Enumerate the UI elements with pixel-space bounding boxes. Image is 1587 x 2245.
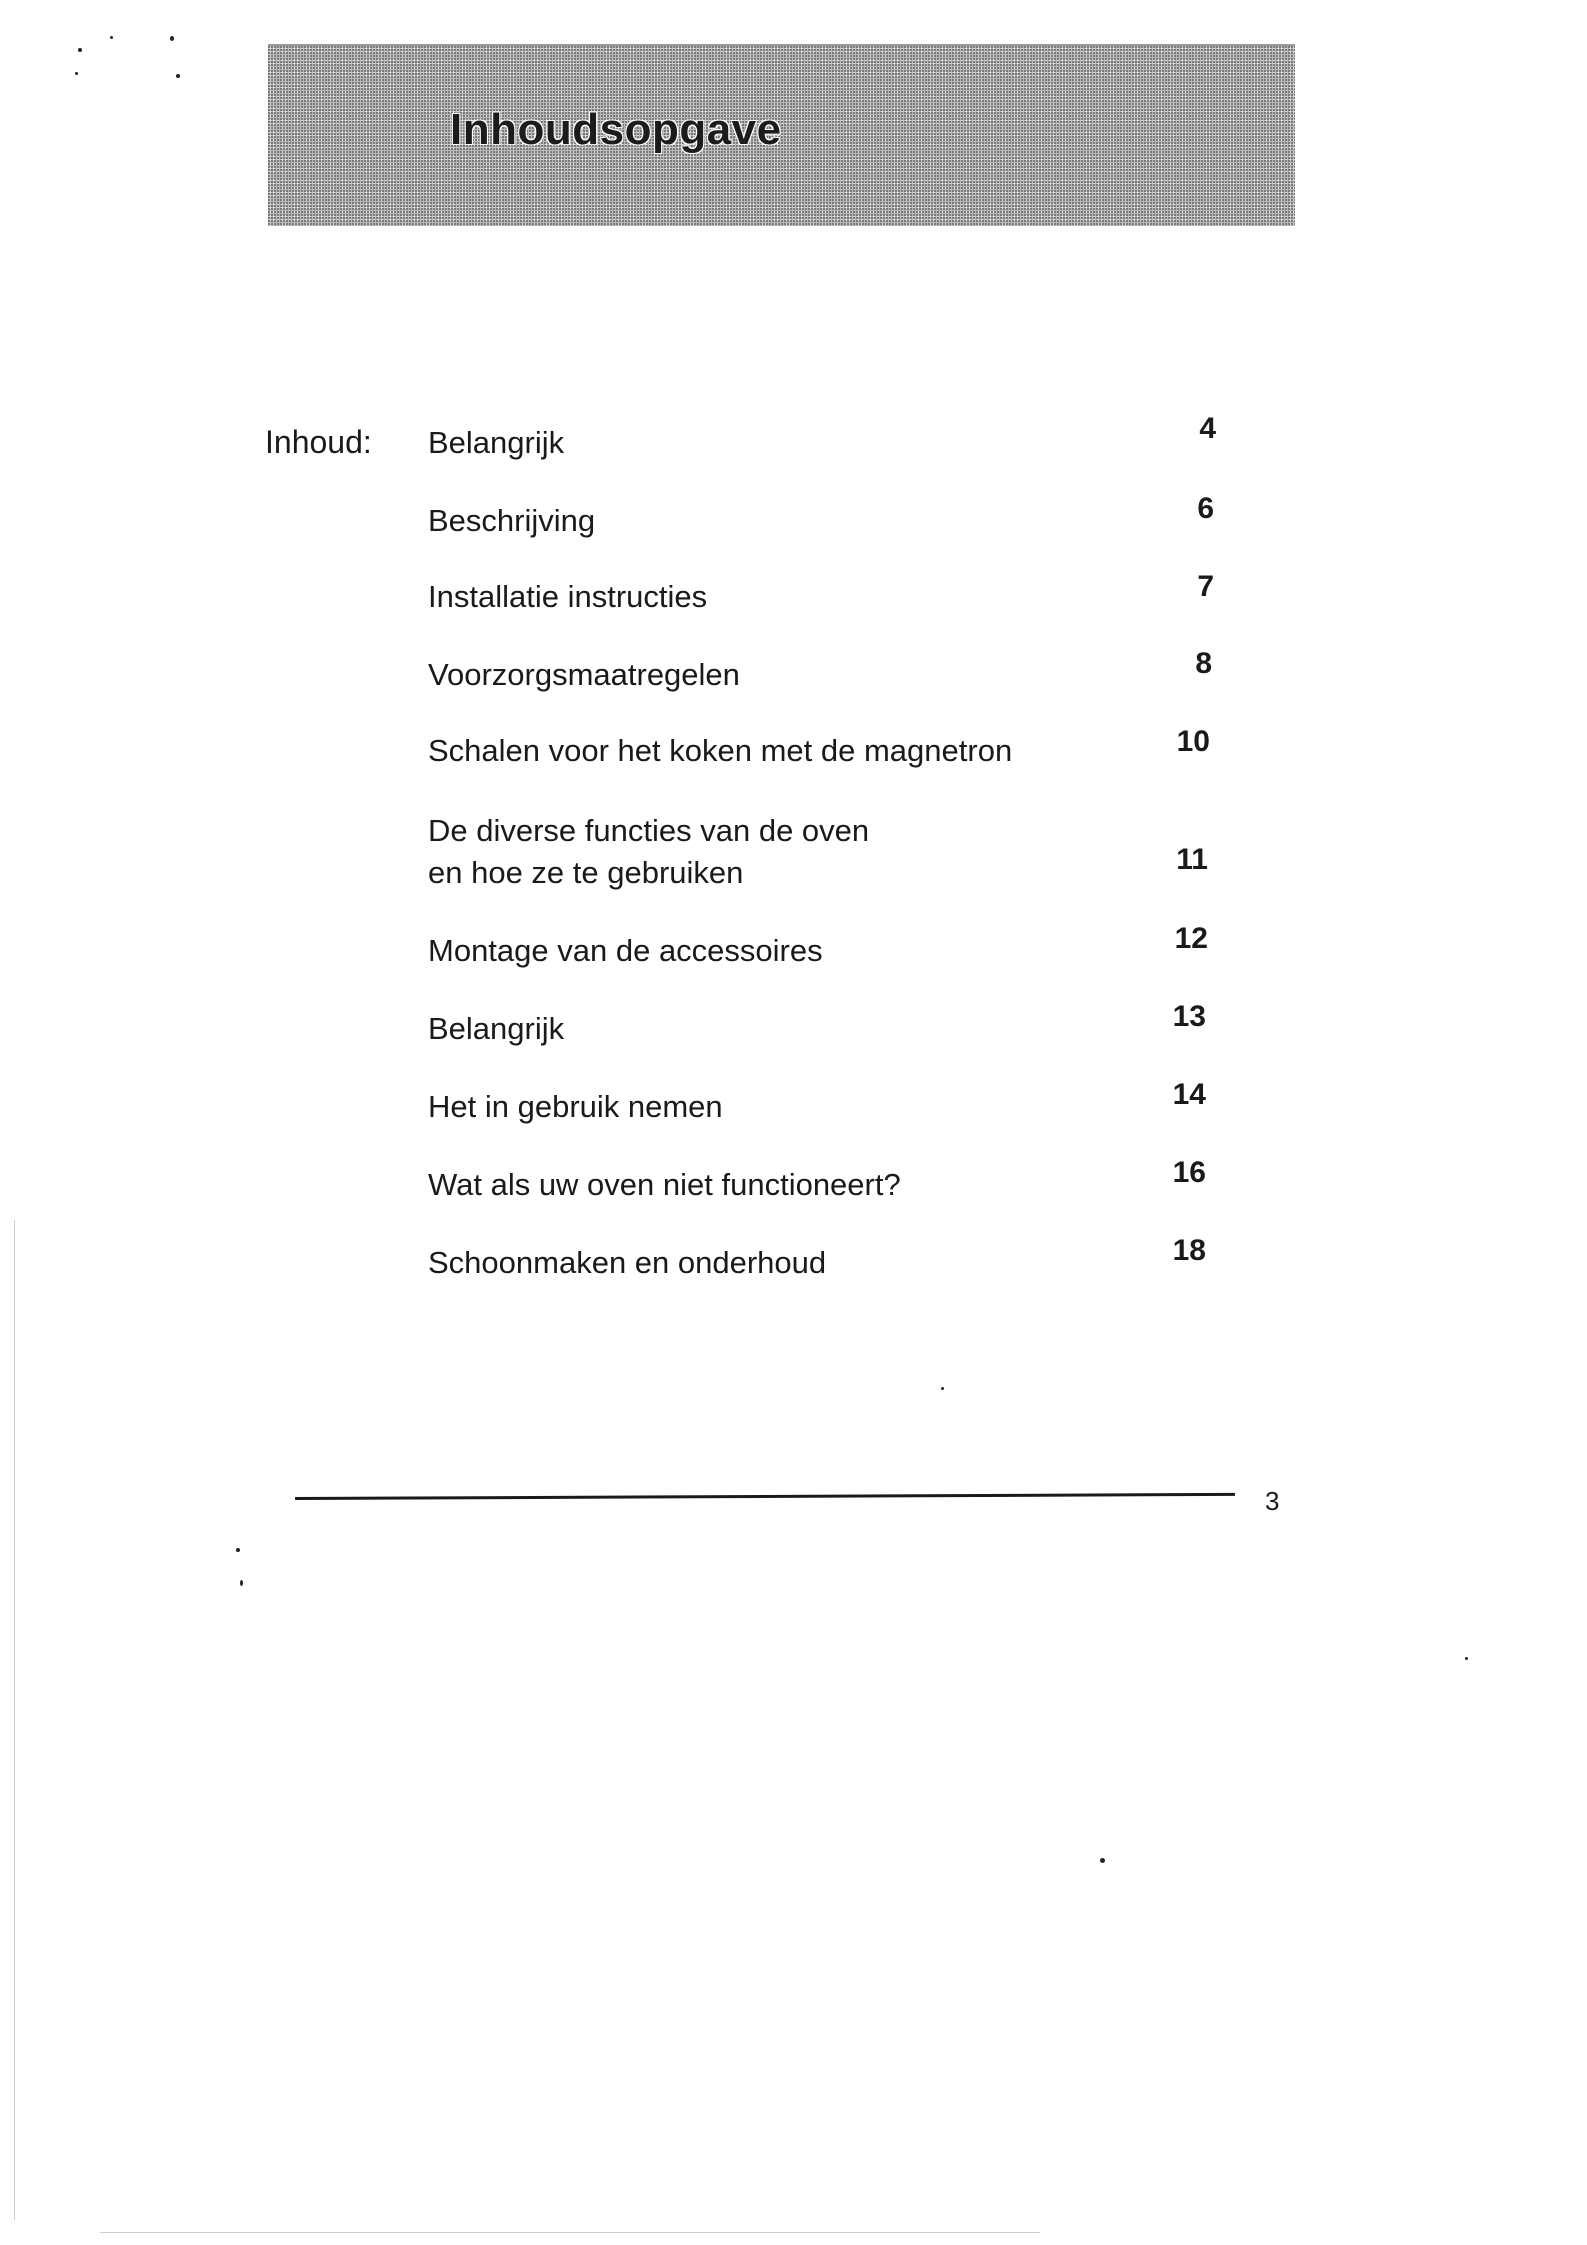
page-number: 3 (1265, 1486, 1280, 1516)
footer-rule (295, 1493, 1235, 1500)
toc-item-label: Schoonmaken en onderhoud (428, 1245, 827, 1280)
scan-speck (240, 1580, 243, 1586)
toc-item-label: Installatie instructies (428, 579, 708, 614)
toc-item-page: 11 (1176, 843, 1208, 876)
scan-speck (78, 48, 82, 52)
toc-item-page: 16 (1172, 1156, 1206, 1189)
scan-speck (75, 72, 78, 75)
scan-edge-line (100, 2232, 1040, 2233)
toc-item-label: Belangrijk (428, 1011, 565, 1046)
toc-item-label: Voorzorgsmaatregelen (428, 657, 740, 692)
toc-item-label: Montage van de accessoires (428, 933, 823, 968)
toc-item-page: 4 (1199, 412, 1216, 445)
toc-item-page: 10 (1176, 725, 1210, 758)
toc-item-page: 12 (1174, 922, 1208, 955)
toc-item-label: Belangrijk (428, 425, 565, 460)
toc-item-label: en hoe ze te gebruiken (428, 855, 744, 890)
scan-speck (1100, 1858, 1105, 1863)
toc-item-page: 13 (1172, 1000, 1206, 1033)
scan-speck (236, 1548, 240, 1552)
toc-item-page: 14 (1172, 1078, 1206, 1111)
toc-item-page: 6 (1197, 492, 1214, 525)
page-title: Inhoudsopgave (450, 105, 782, 154)
toc-item-page: 18 (1172, 1234, 1206, 1267)
toc-item-page: 8 (1195, 647, 1212, 680)
toc-item-label: Het in gebruik nemen (428, 1089, 723, 1124)
scan-speck (170, 36, 174, 41)
toc-item-label: Wat als uw oven niet functioneert? (428, 1167, 901, 1202)
toc-item-label: Beschrijving (428, 503, 596, 538)
scan-speck (1465, 1657, 1468, 1660)
scan-edge-line (14, 1220, 15, 2220)
scan-speck (176, 74, 180, 78)
toc-heading: Inhoud: (265, 424, 372, 460)
toc-item-label: De diverse functies van de oven (428, 813, 870, 848)
toc-item-page: 7 (1197, 570, 1214, 603)
toc-item-label: Schalen voor het koken met de magnetron (428, 733, 1013, 768)
scan-speck (110, 36, 113, 39)
scan-speck (941, 1387, 944, 1390)
